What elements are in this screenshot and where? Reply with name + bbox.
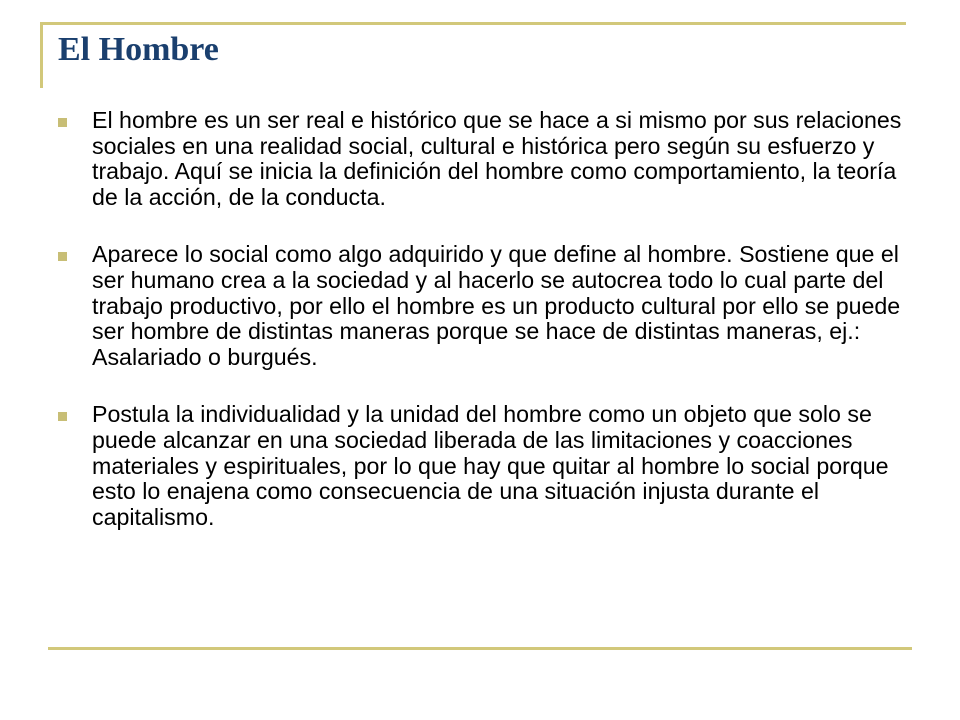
bullet-item-2 xyxy=(58,242,918,370)
slide-title: El Hombre xyxy=(58,31,219,68)
square-bullet-icon xyxy=(58,412,67,421)
bullet-item-3 xyxy=(58,402,918,530)
top-rule xyxy=(40,22,906,25)
square-bullet-icon xyxy=(58,252,67,261)
bullet-item-1 xyxy=(58,108,918,210)
bottom-rule xyxy=(48,647,912,650)
square-bullet-icon xyxy=(58,118,67,127)
bullet-text-2: Aparece lo social como algo adquirido y que define al hombre. Sostiene que el ser humano crea a la sociedad y al hacerlo se autocrea todo lo cual parte del trabajo productivo, por ello el hombre es un producto cultural por ello se puede ser hombre de distintas maneras porque se hace de distintas maneras, ej.: Asalariado o burgués. xyxy=(92,241,901,370)
bullet-text-3: Postula la individualidad y la unidad del hombre como un objeto que solo se puede alcanzar en una sociedad liberada de las limitaciones y coacciones materiales y espirituales, por lo que hay que quitar al hombre lo social porque esto lo enajena como consecuencia de una situación injusta durante el capitalismo. xyxy=(92,401,889,530)
bullet-text-1: El hombre es un ser real e histórico que se hace a si mismo por sus relaciones sociales en una realidad social, cultural e histórica pero según su esfuerzo y trabajo. Aquí se inicia la definición del hombre como comportamiento, la teoría de la acción, de la conducta. xyxy=(92,107,902,210)
left-rule xyxy=(40,22,43,88)
bullet-list xyxy=(58,108,918,562)
